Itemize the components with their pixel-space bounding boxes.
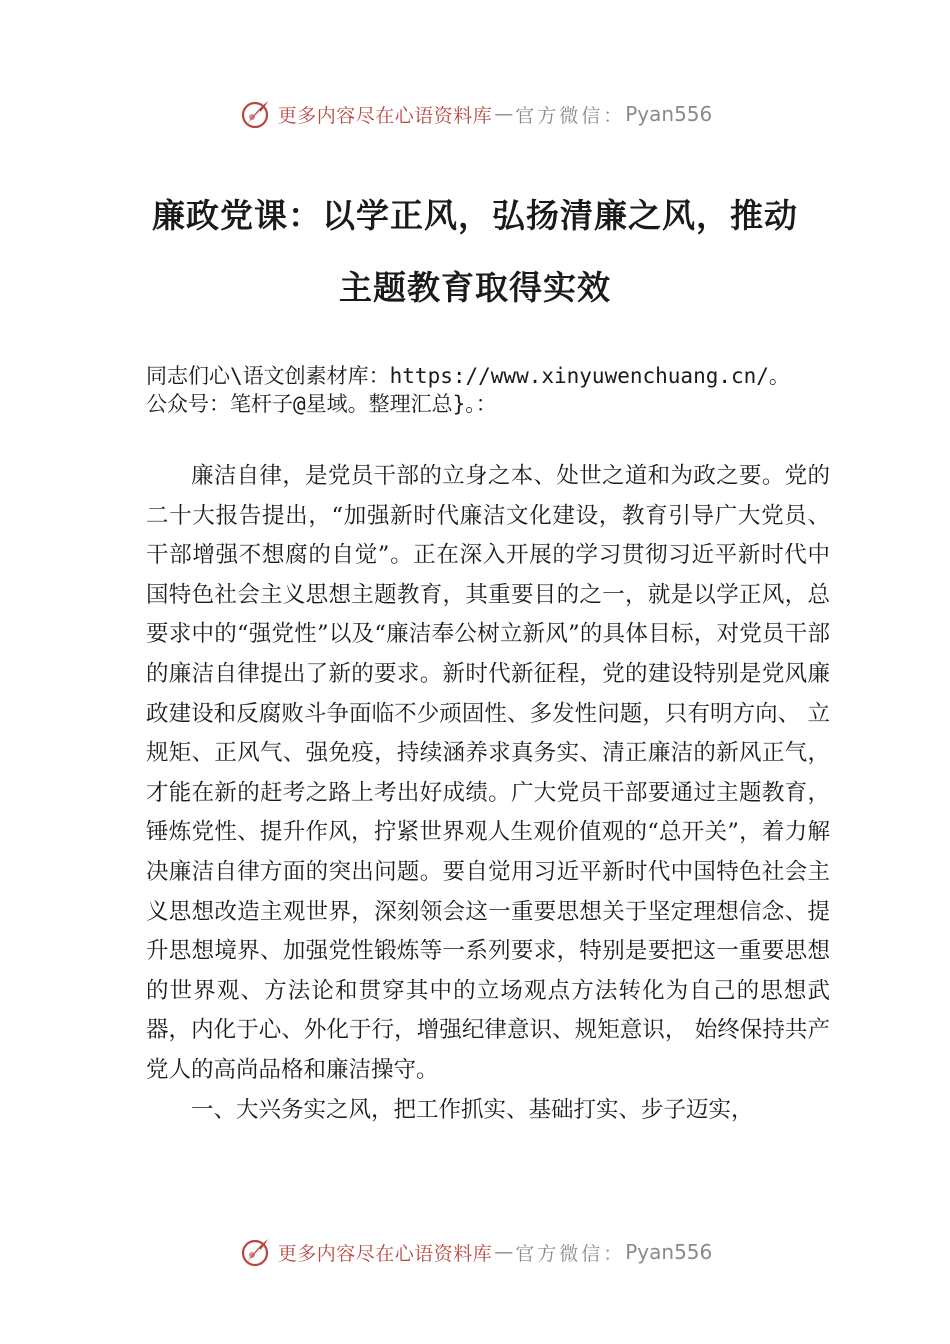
banner-brand-text: 更多内容尽在心语资料库 — [277, 1242, 493, 1265]
banner-wechat-id: Pyan556 — [625, 1240, 713, 1264]
body-paragraph: 一、大兴务实之风，把工作抓实、基础打实、步子迈实， — [191, 1096, 754, 1123]
feather-pen-logo-icon — [238, 97, 272, 131]
document-title: 廉政党课：以学正风，弘扬清廉之风，推动主题教育取得实效 — [152, 196, 798, 307]
body-paragraph: 廉洁自律，是党员干部的立身之本、处世之道和为政之要。党的二十大报告提出，“加强新时代廉洁文化建设，教育引导广大党员、干部增强不想腐的自觉”。正在深入开展的学习贯彻习近平新时代中国特色社会主义思想主题教育，其重要目的之一，就是以学正风，总要求中的“强党性”以及“廉洁奉公树立新风”的具体目标，对党员干部的廉洁自律提出了新的要求。新时代新征程，党的建设特别是党风廉政建设和反腐败斗争面临不少顽固性、多发性问题，只有明方向、 立规矩、正风气、强免疫，持续涵养求真务实、清正廉洁的新风正气，才能在新的赶考之路上考出好成绩。广大党员干部要通过主题教育，锤炼党性、提升作风，拧紧世界观人生观价值观的“总开关”，着力解决廉洁自律方面的突出问题。要自觉用习近平新时代中国特色社会主义思想改造主观世界，深刻领会这一重要思想关于坚定理想信念、提升思想境界、加强党性锻炼等一系列要求，特别是要把这一重要思想的世界观、方法论和贯穿其中的立场观点方法转化为自己的思想武器，内化于心、外化于行，增强纪律意识、规矩意识， 始终保持共产党人的高尚品格和廉洁操守。 — [146, 463, 830, 1083]
banner-wechat-id: Pyan556 — [625, 102, 713, 126]
banner-dash: — — [494, 103, 514, 125]
footer-banner — [0, 1232, 950, 1272]
document-body — [146, 457, 830, 1130]
banner-brand-text: 更多内容尽在心语资料库 — [277, 104, 493, 127]
banner-wechat-label: 官方微信： — [515, 104, 626, 127]
source-note: 同志们心\语文创素材库：https://www.xinyuwenchuang.cn/。公众号：笔杆子@星域。整理汇总}。： — [146, 364, 790, 416]
banner-wechat-label: 官方微信： — [515, 1242, 626, 1265]
header-banner — [0, 94, 950, 134]
banner-dash: — — [494, 1241, 514, 1263]
feather-pen-logo-icon — [238, 1235, 272, 1269]
